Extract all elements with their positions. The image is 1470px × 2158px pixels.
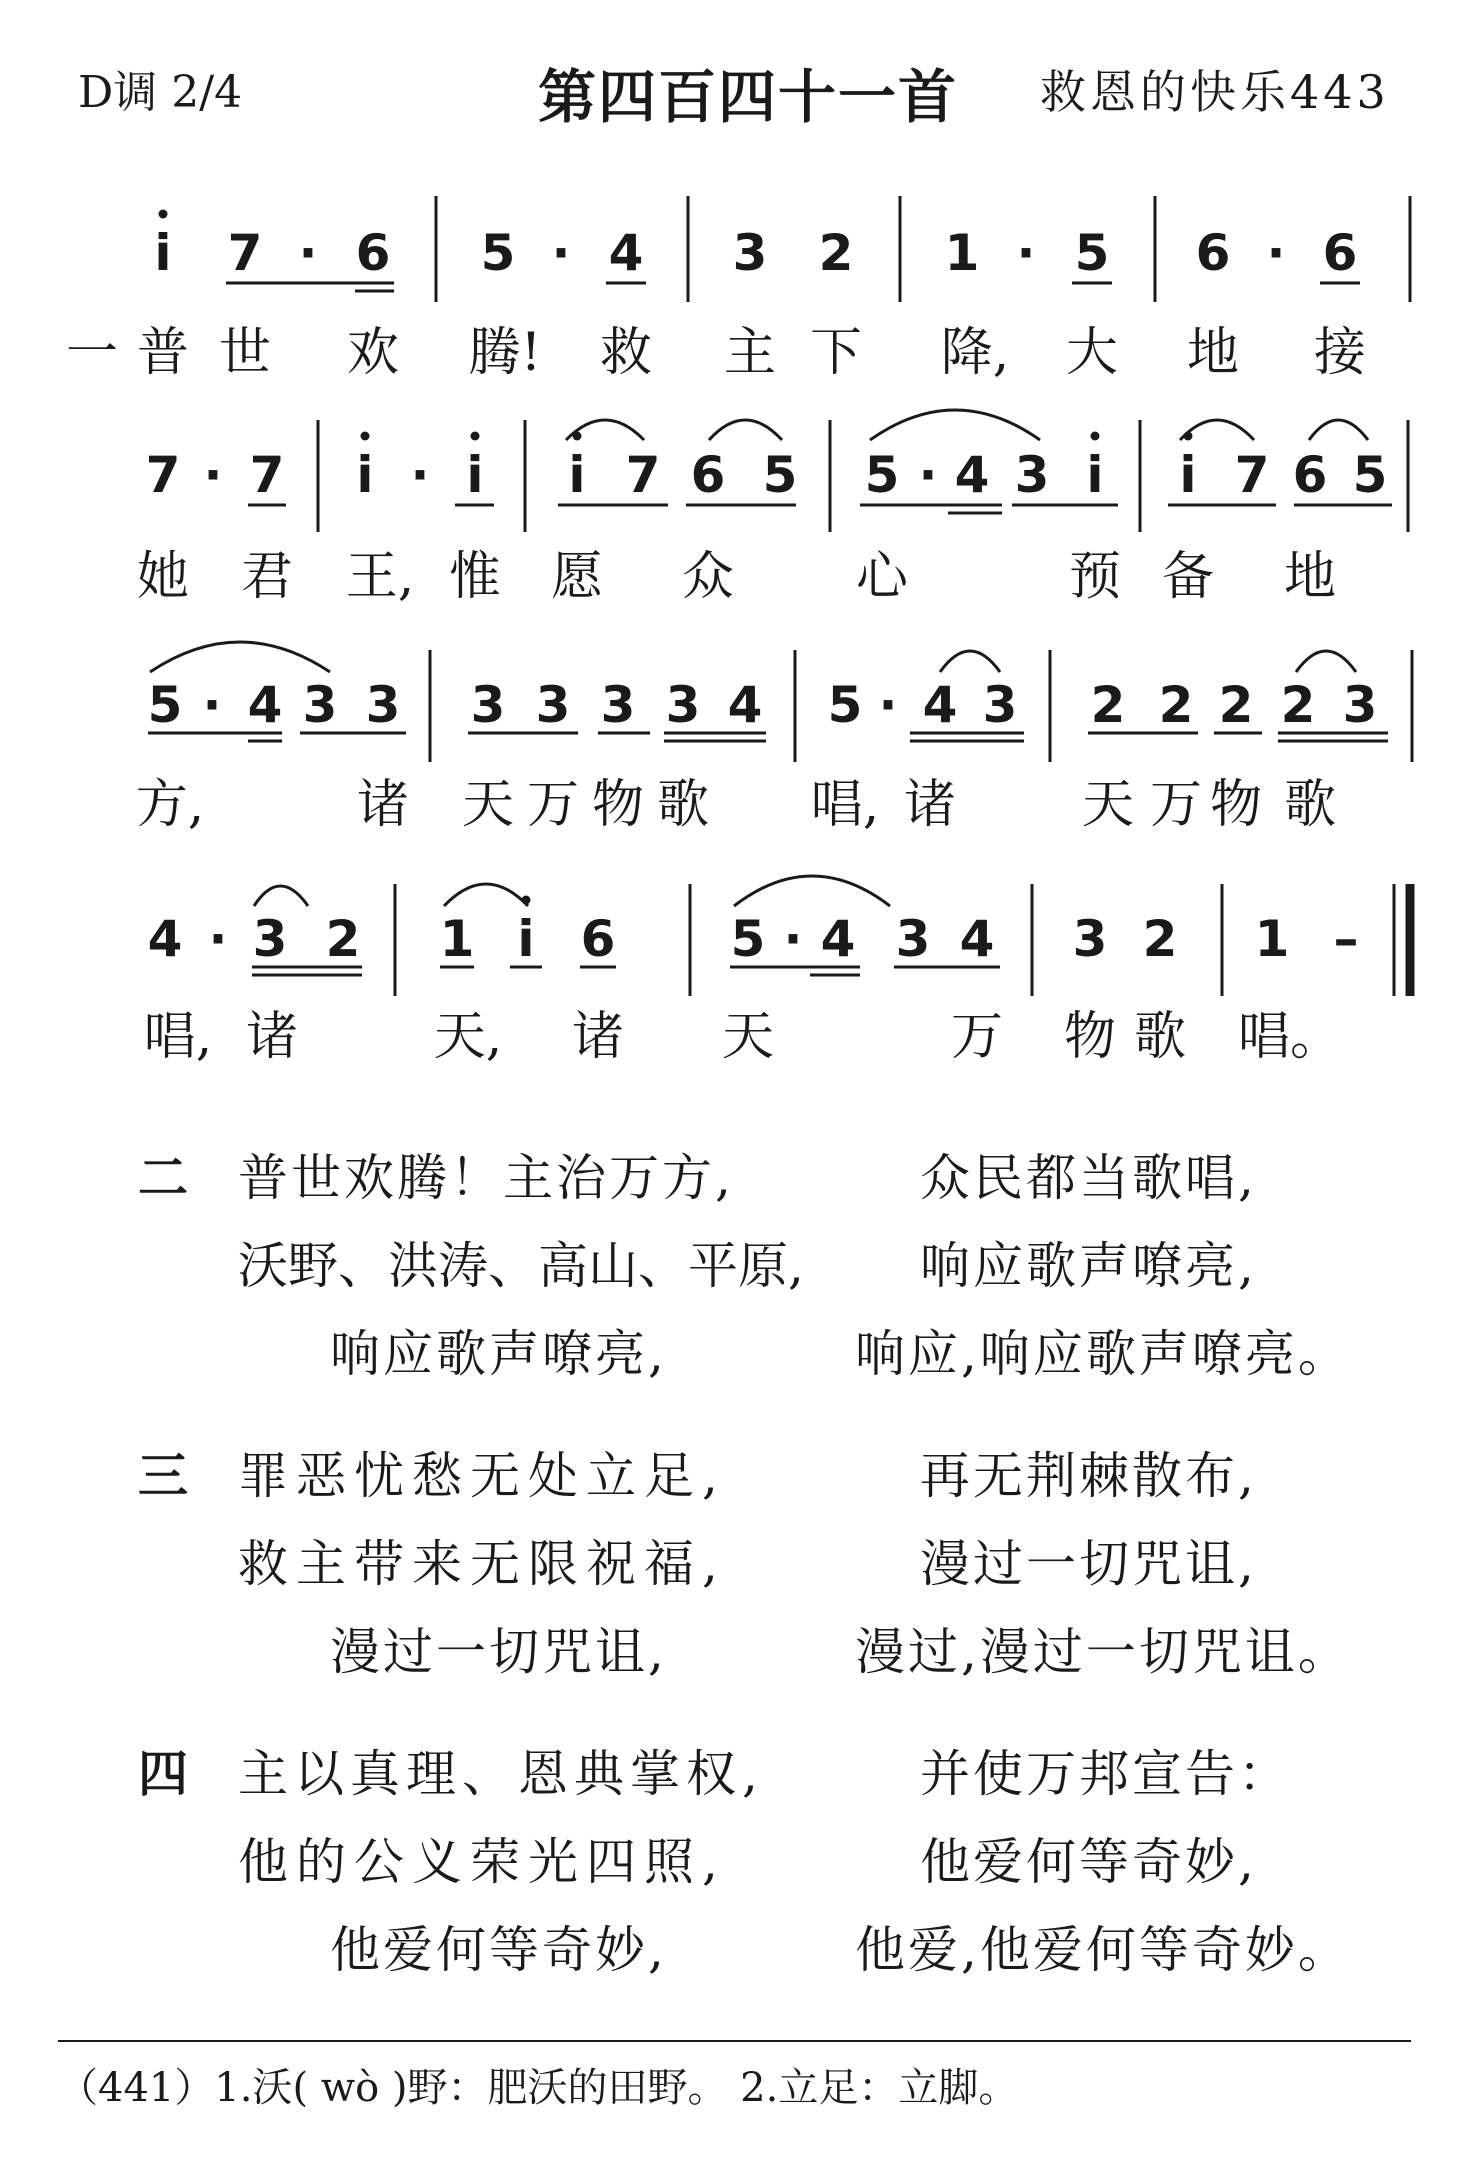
note: 6 <box>1322 224 1358 282</box>
note: 3 <box>895 910 931 968</box>
note: 7 <box>249 446 285 504</box>
lyric-syllable: 诸 <box>356 775 410 835</box>
note: 2 <box>818 224 854 282</box>
slur <box>444 884 528 906</box>
score-system-1 <box>66 196 1410 383</box>
note: 7 <box>227 224 263 282</box>
verse-line: 漫过一切咒诅, <box>330 1623 667 1681</box>
note: 1 <box>439 910 475 968</box>
note: 3 <box>600 676 636 734</box>
slur <box>940 651 1000 672</box>
note: 3 <box>732 224 768 282</box>
note: – <box>1333 910 1359 968</box>
note: 4 <box>954 446 990 504</box>
score-system-2 <box>137 410 1408 607</box>
note: 6 <box>1195 224 1231 282</box>
lyric-syllable: 天 <box>461 775 515 835</box>
slur <box>709 420 782 440</box>
note: 2 <box>1158 676 1194 734</box>
note: 6 <box>355 224 391 282</box>
verse-line: 他爱何等奇妙, <box>920 1833 1257 1891</box>
note: · <box>410 446 430 504</box>
lyric-syllable: 诸 <box>903 775 957 835</box>
lyric-syllable: 天 <box>721 1007 775 1067</box>
note: 3 <box>1342 676 1378 734</box>
note: 3 <box>535 676 571 734</box>
note: 5 <box>730 910 766 968</box>
note: 6 <box>580 910 616 968</box>
lyric-syllable: 救 <box>599 323 653 383</box>
lyric-syllable: 唱, <box>810 775 880 835</box>
verse-number: 二 <box>138 1149 188 1207</box>
lyric-syllable: 普 <box>136 323 190 383</box>
verse-line: 响应歌声嘹亮, <box>920 1237 1257 1295</box>
score-notes <box>148 910 1359 968</box>
note: 2 <box>1090 676 1126 734</box>
score-lyrics <box>136 775 1336 835</box>
score-lyrics <box>66 323 1367 383</box>
lyric-syllable: 腾! <box>468 323 542 383</box>
note: 3 <box>982 676 1018 734</box>
verse-line: 并使万邦宣告： <box>920 1745 1291 1803</box>
note: 3 <box>470 676 506 734</box>
note: i <box>1086 446 1104 504</box>
lyric-syllable: 众 <box>681 547 735 607</box>
note: 5 <box>147 676 183 734</box>
note: · <box>208 910 228 968</box>
note: 4 <box>820 910 856 968</box>
note: 3 <box>1072 910 1108 968</box>
note: 2 <box>1142 910 1178 968</box>
lyric-syllable: 降, <box>940 323 1010 383</box>
note: 5 <box>480 224 516 282</box>
note: i <box>517 910 535 968</box>
lyric-syllable: 地 <box>1283 547 1337 607</box>
lyric-syllable: 君 <box>240 547 294 607</box>
note: 1 <box>944 224 980 282</box>
note: i <box>154 224 172 282</box>
verse-3 <box>0 1418 1470 1698</box>
lyric-syllable: 天, <box>433 1007 503 1067</box>
score-notes <box>148 676 1378 734</box>
verse-number: 三 <box>138 1447 188 1505</box>
note: 3 <box>302 676 338 734</box>
lyric-syllable: 接 <box>1313 323 1367 383</box>
note: 4 <box>247 676 283 734</box>
lyric-syllable: 诸 <box>571 1007 625 1067</box>
verse-line: 他爱何等奇妙, <box>330 1921 667 1979</box>
lyric-syllable: 万 <box>950 1007 1004 1067</box>
lyric-syllable: 唱。 <box>1237 1007 1343 1067</box>
lyric-syllable: 王, <box>345 547 415 607</box>
hymn-title: 第四百四十一首 <box>538 63 959 131</box>
lyric-syllable: 一 <box>65 323 119 383</box>
slur <box>870 410 1040 440</box>
note: i <box>568 446 586 504</box>
note: 2 <box>1280 676 1316 734</box>
lyric-syllable: 歌 <box>1283 775 1337 835</box>
verse-line: 再无荆棘散布, <box>920 1447 1257 1505</box>
lyric-syllable: 地 <box>1186 323 1240 383</box>
slur <box>150 642 330 672</box>
verse-line: 罪恶忧愁无处立足, <box>238 1447 726 1505</box>
score-notes <box>146 446 1388 504</box>
note: 4 <box>922 676 958 734</box>
note: 5 <box>1352 446 1388 504</box>
lyric-syllable: 下 <box>809 323 863 383</box>
note: · <box>203 446 223 504</box>
note: 4 <box>147 910 183 968</box>
slur <box>254 886 308 906</box>
lyric-syllable: 主 <box>723 323 777 383</box>
note: · <box>298 224 318 282</box>
verse-2 <box>0 1120 1470 1400</box>
verse-line: 沃野、洪涛、高山、平原, <box>238 1237 804 1295</box>
note: 3 <box>665 676 701 734</box>
verse-line: 他爱,他爱何等奇妙。 <box>855 1921 1351 1979</box>
note: 6 <box>1292 446 1328 504</box>
verse-4 <box>0 1716 1470 1996</box>
lyric-syllable: 歌 <box>1133 1007 1187 1067</box>
verse-line: 他的公义荣光四照, <box>238 1833 726 1891</box>
score-lyrics <box>144 1007 1342 1067</box>
note: 2 <box>325 910 361 968</box>
footnote-divider <box>58 2040 1411 2042</box>
note: · <box>918 446 938 504</box>
note: i <box>1179 446 1197 504</box>
note: · <box>1016 224 1036 282</box>
lyric-syllable: 大 <box>1065 323 1119 383</box>
verse-line: 救主带来无限祝福, <box>238 1535 726 1593</box>
lyric-syllable: 惟 <box>448 547 502 607</box>
verse-line: 众民都当歌唱, <box>920 1149 1257 1207</box>
score-system-3 <box>136 642 1412 835</box>
note: i <box>466 446 484 504</box>
note: 3 <box>1014 446 1050 504</box>
verse-line: 普世欢腾！主治万方, <box>238 1149 734 1207</box>
lyric-syllable: 方, <box>135 775 205 835</box>
footnote: （441）1.沃( wò )野：肥沃的田野。 2.立足：立脚。 <box>58 2065 1019 2111</box>
note: · <box>551 224 571 282</box>
lyric-syllable: 诸 <box>245 1007 299 1067</box>
note: · <box>1266 224 1286 282</box>
note: 1 <box>1254 910 1290 968</box>
note: · <box>202 676 222 734</box>
note: · <box>783 910 803 968</box>
note: 4 <box>727 676 763 734</box>
note: 6 <box>690 446 726 504</box>
verse-line: 响应,响应歌声嘹亮。 <box>855 1325 1351 1383</box>
note: 7 <box>145 446 181 504</box>
note: 3 <box>365 676 401 734</box>
verse-line: 漫过,漫过一切咒诅。 <box>855 1623 1351 1681</box>
lyric-syllable: 万 <box>1149 775 1203 835</box>
note: 7 <box>1234 446 1270 504</box>
lyric-syllable: 她 <box>136 547 190 607</box>
note: 5 <box>762 446 798 504</box>
lyric-syllable: 万 <box>526 775 580 835</box>
note: 5 <box>864 446 900 504</box>
lyric-syllable: 物 <box>1063 1007 1117 1067</box>
score-lyrics <box>137 547 1336 607</box>
slur <box>734 876 890 906</box>
lyric-syllable: 愿 <box>550 547 604 607</box>
note: 5 <box>1074 224 1110 282</box>
lyric-syllable: 心 <box>855 547 909 607</box>
note: 4 <box>608 224 644 282</box>
verse-number: 四 <box>138 1745 188 1803</box>
verse-line: 主以真理、恩典掌权, <box>238 1745 764 1803</box>
slur <box>1296 651 1356 672</box>
verse-line: 漫过一切咒诅, <box>920 1535 1257 1593</box>
lyric-syllable: 世 <box>218 323 272 383</box>
note: 2 <box>1218 676 1254 734</box>
lyric-syllable: 天 <box>1081 775 1135 835</box>
lyric-syllable: 唱, <box>143 1007 213 1067</box>
lyric-syllable: 预 <box>1068 547 1122 607</box>
hymn-subtitle: 救恩的快乐443 <box>1040 65 1390 119</box>
score-system-4 <box>144 876 1410 1067</box>
lyric-syllable: 歌 <box>656 775 710 835</box>
note: i <box>356 446 374 504</box>
note: 3 <box>252 910 288 968</box>
slur <box>1309 420 1368 440</box>
note: 7 <box>625 446 661 504</box>
verse-line: 响应歌声嘹亮, <box>330 1325 667 1383</box>
score-notes <box>154 224 1357 282</box>
lyric-syllable: 物 <box>591 775 645 835</box>
note: · <box>878 676 898 734</box>
note: 5 <box>827 676 863 734</box>
lyric-syllable: 备 <box>1161 547 1215 607</box>
note: 4 <box>959 910 995 968</box>
lyric-syllable: 欢 <box>346 323 400 383</box>
lyric-syllable: 物 <box>1209 775 1263 835</box>
key-signature: D调 2/4 <box>78 67 243 118</box>
